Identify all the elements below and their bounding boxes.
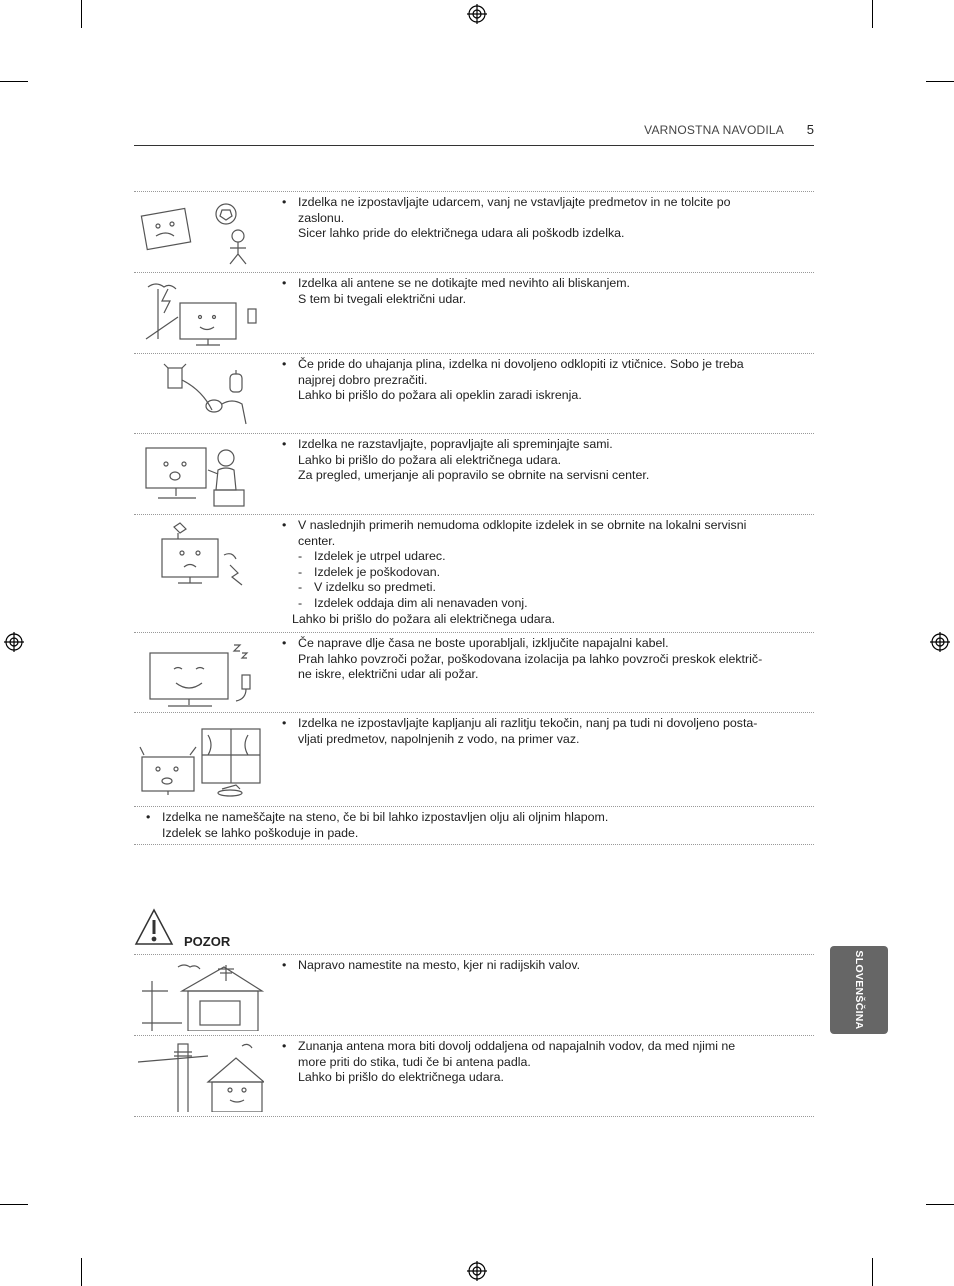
text-line: zaslonu. <box>298 210 345 225</box>
text-line: more priti do stika, tudi če bi antena padla. <box>298 1054 531 1069</box>
text-line: • Če naprave dlje časa ne boste uporabljali, izključite napajalni kabel. <box>298 636 669 650</box>
crop-mark <box>872 0 873 28</box>
safety-text <box>282 716 802 747</box>
bullet-item <box>282 276 802 307</box>
safety-text <box>282 518 802 627</box>
tv-repair-tools-icon <box>138 440 264 510</box>
safety-row <box>134 514 814 632</box>
warning-triangle-icon <box>134 908 174 946</box>
safety-text <box>282 437 802 484</box>
safety-row <box>134 353 814 434</box>
sub-item: - Izdelek je utrpel udarec. <box>298 549 802 565</box>
bullet-item <box>282 357 802 404</box>
divider <box>134 1116 814 1117</box>
safety-text <box>282 195 802 242</box>
house-antenna-tv-icon <box>138 961 264 1031</box>
section-title: VARNOSTNA NAVODILA <box>644 123 784 137</box>
text-line: • Zunanja antena mora biti dovolj oddaljena od napajalnih vodov, da med njimi ne <box>298 1039 736 1053</box>
wall-note <box>134 806 814 845</box>
text-line: Sicer lahko pride do električnega udara ali poškodb izdelka. <box>298 226 625 241</box>
text-line: vljati predmetov, napolnjenih z vodo, na primer vaz. <box>298 731 580 746</box>
page-number: 5 <box>806 122 814 137</box>
bullet-item <box>146 810 786 841</box>
safety-text <box>282 958 802 974</box>
text-line: Izdelek se lahko poškoduje in pade. <box>162 825 359 840</box>
language-tab <box>830 946 888 1034</box>
text-line: • Izdelka ne izpostavljajte kapljanju ali razlitju tekočin, nanj pa tudi ni dovoljeno posta- <box>298 716 758 730</box>
safety-row <box>134 191 814 272</box>
safety-row <box>134 433 814 515</box>
sub-item: - V izdelku so predmeti. <box>298 580 802 596</box>
safety-text <box>282 1039 802 1086</box>
text-line: • V naslednjih primerih nemudoma odklopite izdelek in se obrnite na lokalni servisni <box>298 518 747 532</box>
caution-row <box>134 1035 814 1116</box>
text-line: ne iskre, električni udar ali požar. <box>298 667 479 682</box>
sub-item: - Izdelek oddaja dim ali nenavaden vonj. <box>298 596 802 612</box>
caution-row <box>134 954 814 1035</box>
text-line: Lahko bi prišlo do požara ali opeklin zaradi iskrenja. <box>298 388 582 403</box>
bullet-item <box>282 958 802 974</box>
safety-row <box>134 272 814 353</box>
text-line: • Izdelka ne izpostavljajte udarcem, vanj ne vstavljajte predmetov in ne tolcite po <box>298 195 731 209</box>
bullet-item <box>282 716 802 747</box>
tv-water-spill-icon <box>138 719 264 805</box>
gas-leak-plug-icon <box>138 360 264 430</box>
text-line: center. <box>298 533 336 548</box>
safety-text <box>282 357 802 404</box>
safety-row <box>134 712 814 806</box>
registration-mark-icon <box>467 4 487 24</box>
registration-mark-icon <box>930 632 950 652</box>
text-line: Lahko bi prišlo do požara ali električnega udara. <box>292 611 556 626</box>
crop-mark <box>0 81 28 82</box>
bullet-item <box>282 1039 802 1086</box>
text-line: S tem bi tvegali električni udar. <box>298 291 467 306</box>
crop-mark <box>872 1258 873 1286</box>
registration-mark-icon <box>4 632 24 652</box>
text-line: • Izdelka ali antene se ne dotikajte med nevihto ali bliskanjem. <box>298 276 630 290</box>
tv-smoke-damage-icon <box>138 521 264 591</box>
caution-heading <box>134 908 231 951</box>
registration-mark-icon <box>467 1261 487 1281</box>
text-line: • Napravo namestite na mesto, kjer ni radijskih valov. <box>298 958 581 972</box>
caution-label: POZOR <box>184 934 231 949</box>
bullet-item <box>282 437 802 484</box>
tv-lightning-storm-icon <box>138 279 264 349</box>
divider <box>134 844 814 845</box>
antenna-power-line-icon <box>138 1042 264 1112</box>
safety-text <box>282 276 802 307</box>
text-line: Prah lahko povzroči požar, poškodovana izolacija pa lahko povzroči preskok električ- <box>298 651 763 666</box>
bullet-item <box>282 636 802 683</box>
bullet-item <box>282 518 802 612</box>
safety-text <box>282 636 802 683</box>
text-line: Lahko bi prišlo do požara ali električnega udara. <box>298 452 562 467</box>
sub-item: - Izdelek je poškodovan. <box>298 565 802 581</box>
text-line: • Izdelka ne nameščajte na steno, če bi bil lahko izpostavljen olju ali oljnim hlapom. <box>162 810 609 824</box>
crop-mark <box>81 0 82 28</box>
safety-text <box>146 810 786 841</box>
text-line: • Izdelka ne razstavljajte, popravljajte ali spreminjajte sami. <box>298 437 613 451</box>
tv-hit-by-ball-icon <box>138 198 264 268</box>
tv-unplug-sleep-icon <box>138 639 264 709</box>
page-header <box>134 118 814 146</box>
text-line: Lahko bi prišlo do električnega udara. <box>298 1070 504 1085</box>
crop-mark <box>926 1204 954 1205</box>
crop-mark <box>926 81 954 82</box>
language-tab-label: SLOVENŠČINA <box>853 950 865 1030</box>
text-line: Za pregled, umerjanje ali popravilo se obrnite na servisni center. <box>298 468 650 483</box>
text-line: • Če pride do uhajanja plina, izdelka ni dovoljeno odklopiti iz vtičnice. Sobo je treba <box>298 357 744 371</box>
bullet-item <box>282 195 802 242</box>
crop-mark <box>81 1258 82 1286</box>
safety-row <box>134 632 814 712</box>
crop-mark <box>0 1204 28 1205</box>
text-line: najprej dobro prezračiti. <box>298 372 428 387</box>
